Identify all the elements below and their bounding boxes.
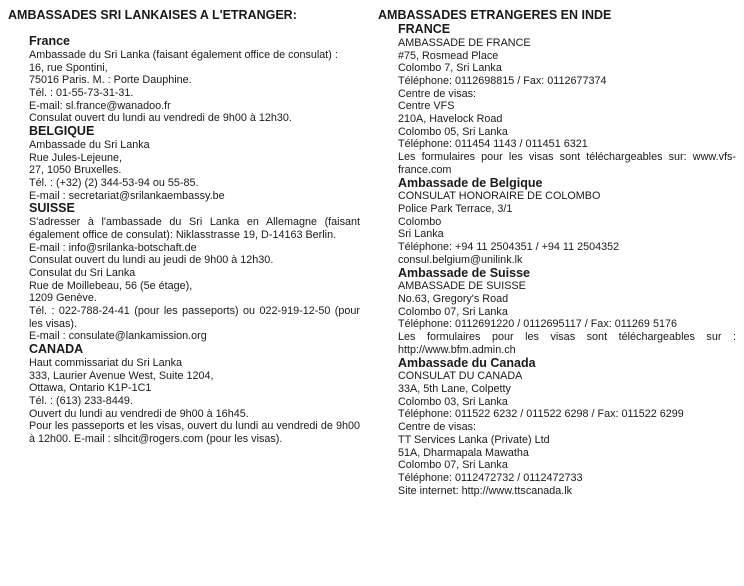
text-line: Téléphone: +94 11 2504351 / +94 11 2504352 xyxy=(398,241,620,254)
section-right-1 xyxy=(378,177,736,267)
text-line: 51A, Dharmapala Mawatha xyxy=(398,446,529,459)
left-sections xyxy=(8,35,360,446)
section-left-3 xyxy=(8,343,360,446)
text-line: AMBASSADE DE FRANCE xyxy=(398,36,531,49)
text-line: Centre de visas: xyxy=(398,421,477,434)
text-line: Centre VFS xyxy=(398,100,455,113)
text-line: Colombo 03, Sri Lanka xyxy=(398,395,508,408)
text-line: Ouvert du lundi au vendredi de 9h00 à 16h45. xyxy=(29,407,249,420)
text-line: 210A, Havelock Road xyxy=(398,113,503,126)
text-line: Colombo 07, Sri Lanka xyxy=(398,459,508,472)
text-line: Colombo 07, Sri Lanka xyxy=(398,305,508,318)
text-line: Téléphone: 0112472732 / 0112472733 xyxy=(398,471,583,484)
text-line: CONSULAT HONORAIRE DE COLOMBO xyxy=(398,190,601,203)
text-line: 1209 Genève. xyxy=(29,292,97,305)
text-line: Sri Lanka xyxy=(398,228,444,241)
left-column-title: AMBASSADES SRI LANKAISES A L'ETRANGER: xyxy=(8,8,297,22)
text-line: Téléphone: 011454 1143 / 011451 6321 xyxy=(398,138,588,151)
text-paragraph: Téléphone: 011522 6232 / 011522 6298 / Fax: 011522 6299 xyxy=(398,408,684,421)
right-sections xyxy=(378,23,736,497)
text-line: 16, rue Spontini, xyxy=(29,61,108,74)
section-left-1 xyxy=(8,125,360,202)
right-column-title: AMBASSADES ETRANGERES EN INDE xyxy=(378,8,612,22)
left-column xyxy=(8,8,360,446)
section-right-0 xyxy=(378,23,736,177)
text-line: Tél. : 01-55-73-31-31. xyxy=(29,86,134,99)
text-line: E-mail : consulate@lankamission.org xyxy=(29,330,207,343)
section-title: Ambassade de Belgique xyxy=(398,175,543,190)
text-line: Tél. : (+32) (2) 344-53-94 ou 55-85. xyxy=(29,176,199,189)
right-column xyxy=(378,8,736,497)
text-line: No.63, Gregory's Road xyxy=(398,293,509,306)
section-title: France xyxy=(29,34,70,48)
text-paragraph: Pour les passeports et les visas, ouvert du lundi au vendredi de 9h00 à 12h00. E-mail : slhcit@rogers.com (pour les visas). xyxy=(29,420,360,446)
text-line: Tél. : (613) 233-8449. xyxy=(29,395,133,408)
section-title: Ambassade de Suisse xyxy=(398,265,531,280)
text-line: 33A, 5th Lane, Colpetty xyxy=(398,383,511,396)
section-left-2 xyxy=(8,202,360,343)
text-line: #75, Rosmead Place xyxy=(398,49,499,62)
text-line: Colombo xyxy=(398,215,442,228)
section-right-2 xyxy=(378,267,736,357)
text-line: Consulat du Sri Lanka xyxy=(29,266,136,279)
section-left-0 xyxy=(8,35,360,125)
text-line: Consulat ouvert du lundi au jeudi de 9h00 à 12h30. xyxy=(29,254,274,267)
text-paragraph: Tél. : 022-788-24-41 (pour les passeports) ou 022-919-12-50 (pour les visas). xyxy=(29,305,360,330)
text-line: Consulat ouvert du lundi au vendredi de 9h00 à 12h30. xyxy=(29,112,292,125)
text-paragraph: Les formulaires pour les visas sont téléchargeables sur: www.vfs-france.com xyxy=(398,151,736,176)
text-line: Colombo 7, Sri Lanka xyxy=(398,62,502,75)
text-line: Rue de Moillebeau, 56 (5e étage), xyxy=(29,279,193,292)
text-line: Ottawa, Ontario K1P-1C1 xyxy=(29,382,152,395)
text-line: CONSULAT DU CANADA xyxy=(398,370,523,383)
text-line: Ambassade du Sri Lanka xyxy=(29,138,150,151)
text-line: Téléphone: 0112698815 / Fax: 0112677374 xyxy=(398,74,607,87)
text-line: E-mail : info@srilanka-botschaft.de xyxy=(29,241,197,254)
text-paragraph: Ambassade du Sri Lanka (faisant également office de consulat) : xyxy=(29,48,338,61)
text-line: Colombo 05, Sri Lanka xyxy=(398,125,508,138)
text-line: AMBASSADE DE SUISSE xyxy=(398,280,526,293)
section-title: FRANCE xyxy=(398,22,451,36)
text-line: Site internet: http://www.ttscanada.lk xyxy=(398,484,573,497)
text-line: consul.belgium@unilink.lk xyxy=(398,253,523,266)
text-line: Police Park Terrace, 3/1 xyxy=(398,203,513,216)
section-right-3 xyxy=(378,357,736,498)
section-title: Ambassade du Canada xyxy=(398,355,536,370)
text-line: Centre de visas: xyxy=(398,87,477,100)
text-line: 27, 1050 Bruxelles. xyxy=(29,164,122,177)
text-line: Rue Jules-Lejeune, xyxy=(29,151,123,164)
text-line: Téléphone: 0112691220 / 0112695117 / Fax: 011269 5176 xyxy=(398,318,677,331)
text-line: 75016 Paris. M. : Porte Dauphine. xyxy=(29,74,192,87)
section-title: SUISSE xyxy=(29,201,75,216)
text-line: TT Services Lanka (Private) Ltd xyxy=(398,433,550,446)
section-title: CANADA xyxy=(29,342,84,357)
text-paragraph: S'adresser à l'ambassade du Sri Lanka en Allemagne (faisant également office de consulat): Niklasstrasse 19, D-14163 Berlin. xyxy=(29,216,360,241)
text-line: Haut commissariat du Sri Lanka xyxy=(29,356,183,369)
text-line: E-mail : secretariat@srilankaembassy.be xyxy=(29,189,225,202)
text-paragraph: Les formulaires pour les visas sont téléchargeables sur : http://www.bfm.admin.ch xyxy=(398,331,736,356)
section-title: BELGIQUE xyxy=(29,124,95,139)
text-line: E-mail: sl.france@wanadoo.fr xyxy=(29,99,171,112)
text-line: 333, Laurier Avenue West, Suite 1204, xyxy=(29,369,214,382)
